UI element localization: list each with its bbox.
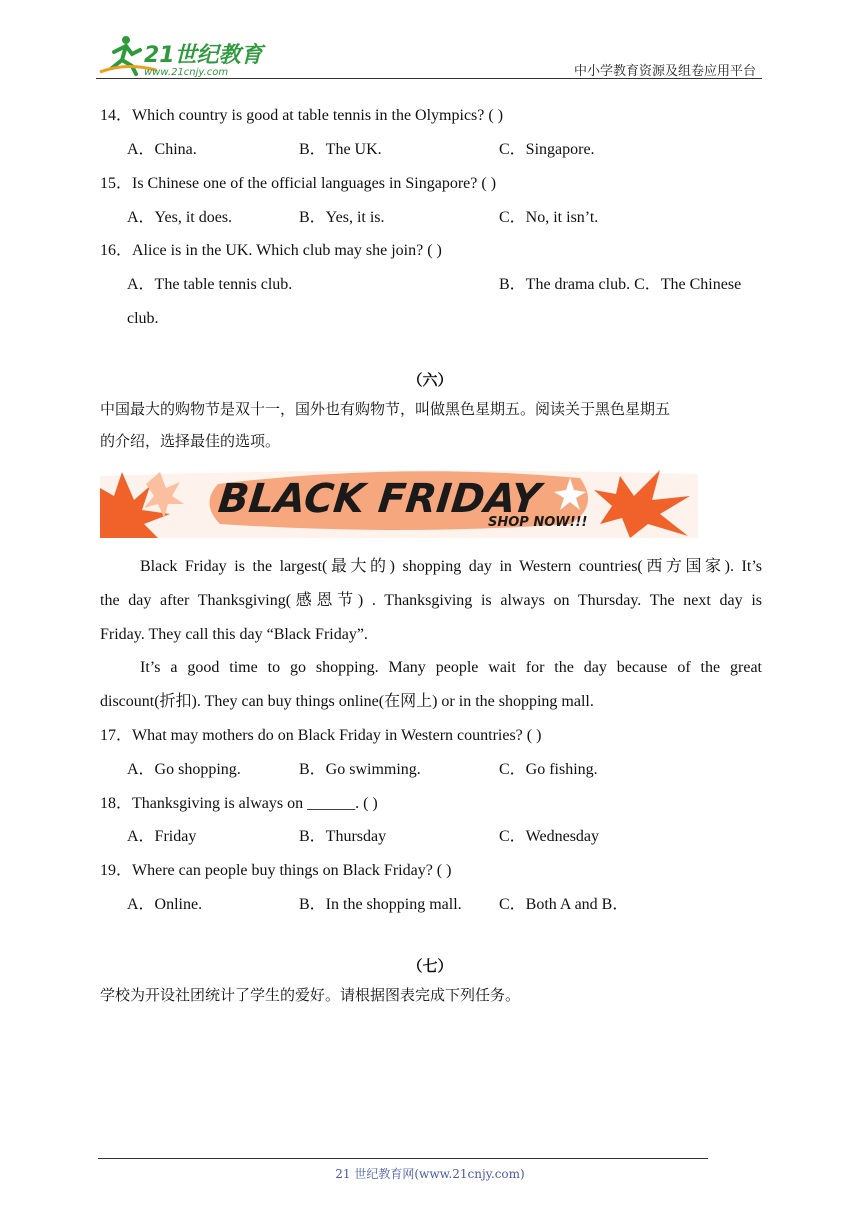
question-19-option-a: A．Online. xyxy=(127,896,203,913)
question-15-option-b: B．Yes, it is. xyxy=(299,209,385,226)
question-16-option-c-cont: club. xyxy=(127,310,159,327)
site-logo xyxy=(96,32,266,78)
question-15-option-c: C．No, it isn’t. xyxy=(499,209,599,226)
passage-line-2: the day after Thanksgiving(感恩节) . Thanksgiving is always on Thursday. The next day is xyxy=(100,592,762,609)
question-14-option-a: A．China. xyxy=(127,141,197,158)
question-18-option-a: A．Friday xyxy=(127,828,197,845)
header-divider xyxy=(96,78,762,79)
question-16-option-b-c: B．The drama club. C．The Chinese xyxy=(499,276,742,293)
question-15-stem: 15．Is Chinese one of the official languages in Singapore? ( ) xyxy=(100,175,497,192)
section-7-intro: 学校为开设社团统计了学生的爱好。请根据图表完成下列任务。 xyxy=(100,986,521,1004)
question-19-option-c: C．Both A and B． xyxy=(499,896,629,913)
section-6-title: （六） xyxy=(407,371,453,389)
black-friday-banner xyxy=(100,466,698,538)
site-name: 中小学教育资源及组卷应用平台 xyxy=(573,64,756,79)
question-18-option-c: C．Wednesday xyxy=(499,828,600,845)
section-6-intro-line2: 的介绍，选择最佳的选项。 xyxy=(100,432,281,450)
passage-line-3: Friday. They call this day “Black Friday”. xyxy=(100,626,368,643)
logo-text: 21世纪教育 xyxy=(144,43,263,68)
question-16-stem: 16．Alice is in the UK. Which club may she join? ( ) xyxy=(100,242,442,259)
question-17-stem: 17．What may mothers do on Black Friday in Western countries? ( ) xyxy=(100,727,542,744)
question-19-stem: 19．Where can people buy things on Black Friday? ( ) xyxy=(100,862,452,879)
logo-url: www.21cnjy.com xyxy=(144,67,229,78)
passage-line-4: It’s a good time to go shopping. Many people wait for the day because of the great xyxy=(140,659,762,676)
banner-main-text: BLACK FRIDAY xyxy=(216,476,543,522)
question-15-option-a: A．Yes, it does. xyxy=(127,209,233,226)
question-19-option-b: B．In the shopping mall. xyxy=(299,896,462,913)
section-6-intro-line1: 中国最大的购物节是双十一，国外也有购物节，叫做黑色星期五。阅读关于黑色星期五 xyxy=(100,400,671,418)
passage-line-1: Black Friday is the largest(最大的) shopping day in Western countries(西方国家). It’s xyxy=(140,558,762,575)
section-7-title: （七） xyxy=(407,957,453,975)
question-17-option-c: C．Go fishing. xyxy=(499,761,598,778)
question-17-option-b: B．Go swimming. xyxy=(299,761,421,778)
question-18-stem: 18．Thanksgiving is always on ______. ( ) xyxy=(100,795,378,812)
footer-divider xyxy=(98,1158,708,1159)
question-16-option-a: A．The table tennis club. xyxy=(127,276,293,293)
passage-line-5: discount(折扣). They can buy things online(在网上) or in the shopping mall. xyxy=(100,693,594,710)
question-14-option-b: B．The UK. xyxy=(299,141,382,158)
question-18-option-b: B．Thursday xyxy=(299,828,387,845)
question-14-stem: 14．Which country is good at table tennis in the Olympics? ( ) xyxy=(100,107,504,124)
question-14-option-c: C．Singapore. xyxy=(499,141,595,158)
footer-text: 21 世纪教育网(www.21cnjy.com) xyxy=(335,1167,525,1181)
banner-sub-text: SHOP NOW!!! xyxy=(488,515,588,530)
question-17-option-a: A．Go shopping. xyxy=(127,761,241,778)
